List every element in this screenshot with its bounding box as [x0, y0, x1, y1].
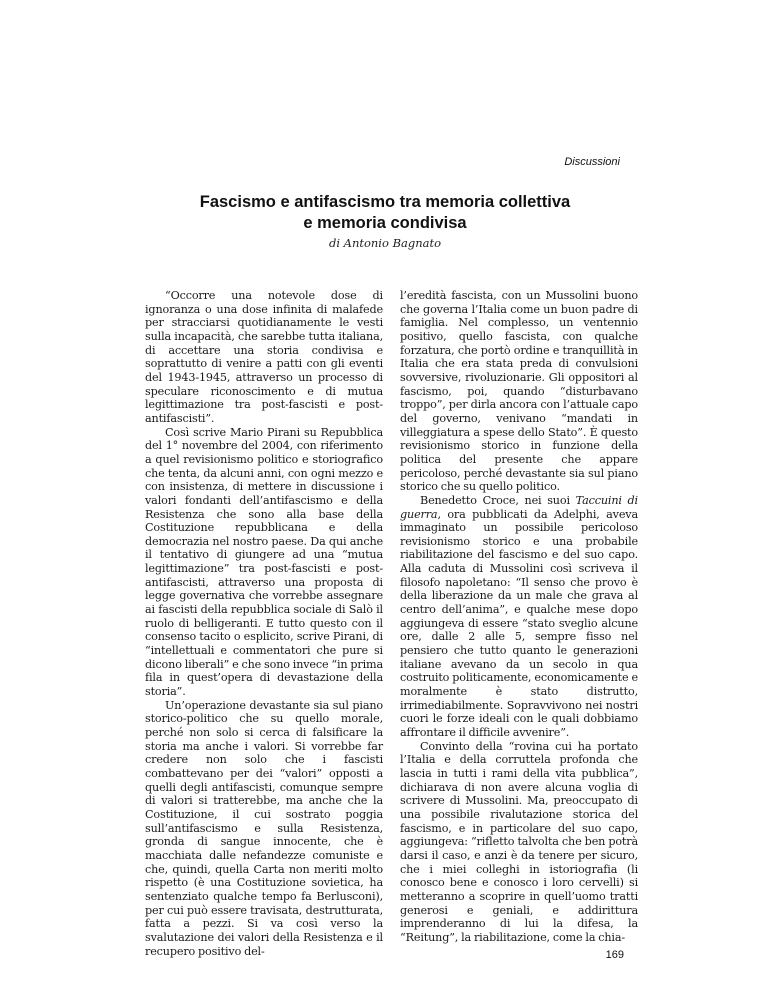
article-header: [150, 192, 620, 250]
paragraph: Così scrive Mario Pirani su Repubblica del 1° novembre del 2004, con riferimento a quel revisionismo politico e storiografico che tenta, da alcuni anni, con ogni mezzo e con insistenza, di mettere in discussione i valori fondanti dell’antifascismo e della Resistenza che sono alla base della Costituzione repubblicana e della democrazia nel nostro paese. Da qui anche il tentativo di giungere ad una “mutua legittimazione” tra post-fascisti e post-antifascisti, attraverso una proposta di legge governativa che vorrebbe assegnare ai fascisti della repubblica sociale di Salò il ruolo di belligeranti. E tutto questo con il consenso tacito o esplicito, scrive Pirani, di “intellettuali e commentatori che pure si dicono liberali” e che sono invece “in prima fila in quest’opera di devastazione della storia”.: [145, 425, 383, 699]
article-title-line-1: Fascismo e antifascismo tra memoria collettiva: [199, 193, 571, 211]
left-column: [145, 289, 383, 958]
section-label: Discussioni: [564, 156, 620, 168]
paragraph: Convinto della “rovina cui ha portato l’Italia e della corruttela profonda che lascia in tutti i rami della vita pubblica”, dichiarava di non avere alcuna voglia di scrivere di Mussolini. Ma, preoccupato di una possibile rivalutazione storica del fascismo, e in particolare del suo capo, aggiungeva: “rifletto talvolta che ben potrà darsi il caso, e anzi è da tenere per sicuro, che i miei colleghi in istoriografia (li conosco bene e conosco i loro cervelli) si metteranno a scoprire in quell’uomo tratti generosi e geniali, e addirittura imprenderanno di lui la difesa, la “Reitung”, la riabilitazione, come la chia-: [400, 739, 638, 944]
paragraph: [400, 494, 638, 740]
paragraph-text: Benedetto Croce, nei suoi: [420, 493, 576, 507]
page-number: 169: [605, 949, 624, 961]
paragraph-continued: l’eredità fascista, con un Mussolini buono che governa l’Italia come un buon padre di famiglia. Nel complesso, un ventennio positivo, quello fascista, con qualche forzatura, che portò ordine e tranquillità in Italia che era stata preda di convulsioni sovversive, rivoluzionarie. Gli oppositori al fascismo, poi, quando “disturbavano troppo”, per dirla ancora con l’attuale capo del governo, venivano “mandati in villeggiatura a spese dello Stato”. È questo revisionismo storico in funzione della politica del presente che appare pericoloso, perché devastante sia sul piano storico che su quello politico.: [400, 289, 638, 494]
book-title: Taccuini di guerra: [400, 493, 638, 521]
paragraph: “Occorre una notevole dose di ignoranza o una dose infinita di malafede per stracciarsi quotidianamente le vesti sulla incapacità, che sarebbe tutta italiana, di accettare una storia condivisa e soprattutto di venire a patti con gli eventi del 1943-1945, attraverso un processo di speculare riconoscimento e di mutua legittimazione tra post-fascisti e post-antifascisti”.: [145, 289, 383, 425]
article-title-line-2: e memoria condivisa: [303, 214, 467, 232]
article-author: di Antonio Bagnato: [328, 236, 442, 250]
right-column: [400, 289, 638, 945]
paragraph-text: , ora pubblicati da Adelphi, aveva immaginato un possibile pericoloso revisionismo storico e una probabile riabilitazione del fascismo e del suo capo. Alla caduta di Mussolini così scriveva il filosofo napoletano: “Il senso che provo è della liberazione da un male che grava al centro dell’anima”, e qualche mese dopo aggiungeva di essere “stato sveglio alcune ore, dalle 2 alle 5, sempre fisso nel pensiero che tutto quanto le generazioni italiane avevano da un secolo in qua costruito politicamente, economicamente e moralmente è stato distrutto, irrimediabilmente. Sopravvivono nei nostri cuori le forze ideali con le quali dobbiamo affrontare il difficile avvenire”.: [400, 507, 638, 739]
paragraph: Un’operazione devastante sia sul piano storico-politico che su quello morale, perché non solo si cerca di falsificare la storia ma anche i valori. Si vorrebbe far credere non solo che i fascisti combattevano per dei “valori” opposti a quelli degli antifascisti, comunque sempre di valori si tratterebbe, ma anche che la Costituzione, il cui sostrato poggia sull’antifascismo e sulla Resistenza, gronda di sangue innocente, che è macchiata dalle nefandezze comuniste e che, quindi, quella Carta non meriti molto rispetto (è una Costituzione sovietica, ha sentenziato qualche tempo fa Berlusconi), per cui può essere travisata, destrutturata, fatta a pezzi. Si va così verso la svalutazione dei valori della Resistenza e il recupero positivo del-: [145, 698, 383, 958]
article-title: [150, 192, 620, 234]
